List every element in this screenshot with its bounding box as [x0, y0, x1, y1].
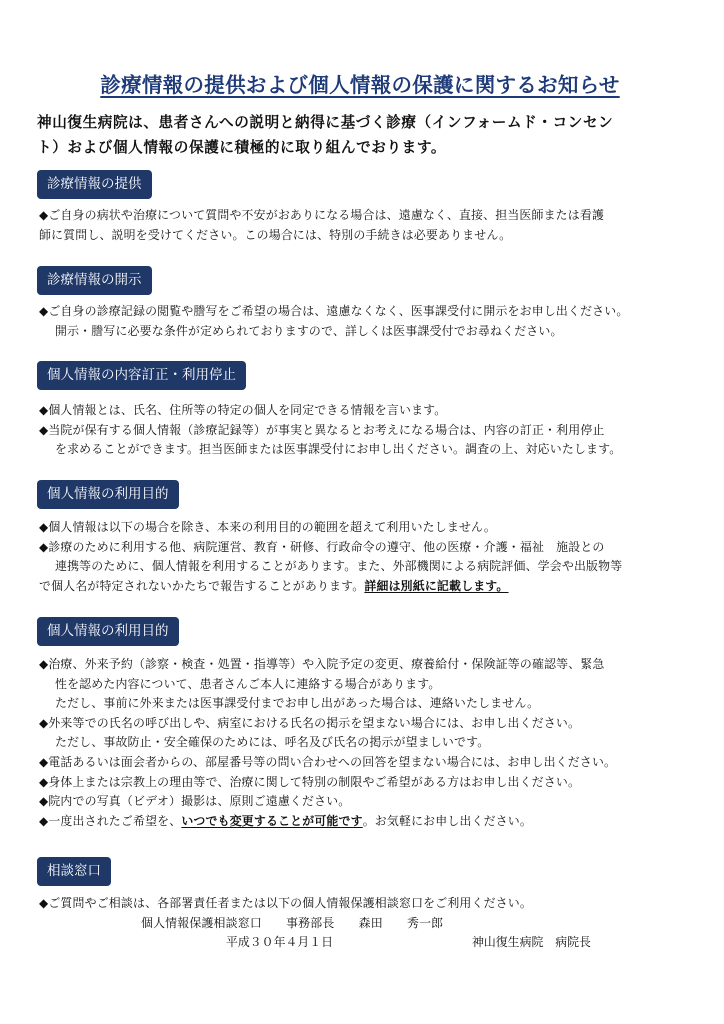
body-line — [39, 812, 704, 832]
details-note: 詳細は別紙に記載します。 — [364, 578, 509, 593]
body-text: 。お気軽にお申し出ください。 — [362, 813, 532, 828]
body-line: ただし、事故防止・安全確保のためには、呼名及び氏名の掲示が望ましいです。 — [55, 735, 490, 750]
body-line: ◆ご自身の病状や治療について質問や不安がおありになる場合は、遠慮なく、直接、担当医師または看護 — [39, 208, 605, 222]
body-line: ◆身体上または宗教上の理由等で、治療に関して特別の制限やご希望がある方はお申し出ください。 — [39, 774, 581, 789]
section-body-purpose-contact — [39, 655, 704, 831]
section-body-provision — [39, 206, 704, 245]
contact-person: 個人情報保護相談窓口 事務部長 森田 秀一郎 — [141, 915, 444, 930]
section-body-disclosure — [39, 302, 704, 341]
intro-paragraph — [37, 110, 702, 160]
body-line: ◆治療、外来予約（診察・検査・処置・指導等）や入院予定の変更、療養給付・保険証等の確認等、緊急 — [39, 657, 605, 671]
body-line: ◆ご自身の診療記録の閲覧や謄写をご希望の場合は、遠慮なくなく、医事課受付に開示をお申し出ください。 — [39, 304, 629, 318]
body-line: ◆ご質問やご相談は、各部署責任者または以下の個人情報保護相談窓口をご利用ください。 — [39, 896, 532, 910]
section-header-disclosure: 診療情報の開示 — [37, 266, 152, 295]
body-line: ◆個人情報とは、氏名、住所等の特定の個人を同定できる情報を言います。 — [39, 403, 447, 417]
body-line: を求めることができます。担当医師または医事課受付にお申し出ください。調査の上、対応いたします。 — [55, 442, 622, 457]
section-header-provision: 診療情報の提供 — [37, 170, 152, 199]
body-line: ◆院内での写真（ビデオ）撮影は、原則ご遠慮ください。 — [39, 794, 351, 809]
changeable-note: いつでも変更することが可能です — [181, 813, 363, 828]
document-title: 診療情報の提供および個人情報の保護に関するお知らせ — [100, 73, 620, 97]
body-line: 連携等のために、個人情報を利用することがあります。また、外部機関による病院評価、学会や出版物等 — [55, 559, 623, 574]
body-line: ◆当院が保有する個人情報（診療記録等）が事実と異なるとお考えになる場合は、内容の訂正・利用停止 — [39, 422, 605, 437]
section-body-correction — [39, 401, 704, 460]
issue-date: 平成３０年４月１日 — [226, 935, 334, 949]
section-header-consultation: 相談窓口 — [37, 857, 111, 886]
body-line: 師に質問し、説明を受けてください。この場合には、特別の手続きは必要ありません。 — [39, 227, 512, 242]
body-line: ◆外来等での氏名の呼び出しや、病室における氏名の掲示を望まない場合には、お申し出ください。 — [39, 715, 581, 730]
section-body-consultation — [39, 894, 704, 933]
body-line: 性を認めた内容について、患者さんご本人に連絡する場合があります。 — [55, 676, 441, 691]
intro-line: 神山復生病院は、患者さんへの説明と納得に基づく診療（インフォームド・コンセン — [37, 114, 614, 131]
body-text: で個人名が特定されないかたちで報告することがあります。 — [39, 578, 365, 593]
body-line: ◆電話あるいは面会者からの、部屋番号等の問い合わせへの回答を望まない場合には、お申し出ください。 — [39, 754, 617, 769]
section-body-purpose — [39, 518, 704, 596]
section-header-purpose-contact: 個人情報の利用目的 — [37, 617, 179, 646]
intro-line: ト）および個人情報の保護に積極的に取り組んでおります。 — [37, 139, 447, 156]
body-text: ◆一度出されたご希望を、 — [39, 813, 182, 828]
body-line — [39, 577, 704, 597]
signature: 神山復生病院 病院長 — [472, 935, 591, 949]
section-header-purpose: 個人情報の利用目的 — [37, 480, 179, 509]
section-header-correction: 個人情報の内容訂正・利用停止 — [37, 361, 246, 390]
body-line: ◆診療のために利用する他、病院運営、教育・研修、行政命令の遵守、他の医療・介護・福祉 施設との — [39, 539, 605, 554]
body-line: ◆個人情報は以下の場合を除き、本来の利用目的の範囲を超えて利用いたしません。 — [39, 520, 496, 534]
body-line: ただし、事前に外来または医事課受付までお申し出があった場合は、連絡いたしません。 — [55, 696, 540, 711]
body-line: 開示・謄写に必要な条件が定められておりますので、詳しくは医事課受付でお尋ねください。 — [55, 323, 563, 338]
